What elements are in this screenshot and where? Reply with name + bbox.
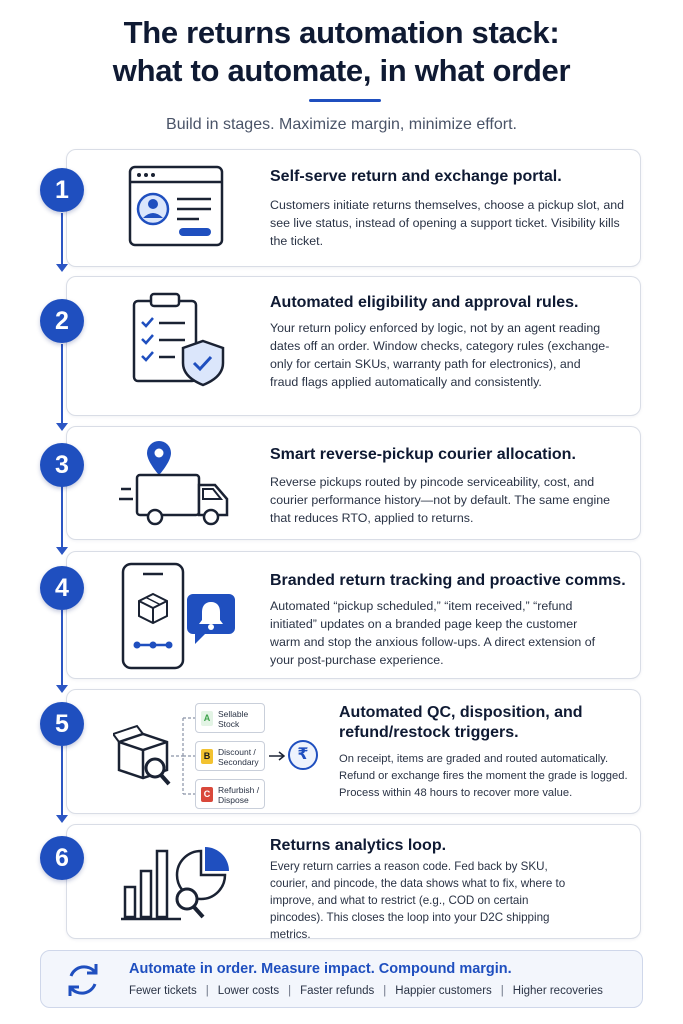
step-number-6: 6 — [40, 836, 84, 880]
step-5-body: On receipt, items are graded and routed automatically. Refund or exchange fires the moment the grade is logged. Process within 48 hours to recover more value. — [339, 753, 628, 799]
step-card-6 — [66, 824, 641, 939]
connector-4-5 — [61, 610, 63, 686]
step-card-4 — [66, 551, 641, 679]
disposition-badge-c: C — [201, 787, 213, 802]
footer-benefits: Fewer tickets | Lower costs | Faster refunds | Happier customers | Higher recoveries — [129, 985, 603, 997]
step-card-1 — [66, 149, 641, 267]
title-line-1: The returns automation stack: — [123, 15, 560, 50]
disposition-sellable — [195, 703, 265, 733]
disposition-a-line1: Sellable — [218, 709, 249, 719]
disposition-discount — [195, 741, 265, 771]
arrow-right-icon — [269, 750, 287, 762]
step-4-title: Branded return tracking and proactive comms. — [270, 572, 626, 589]
step-number-5: 5 — [40, 702, 84, 746]
step-5-title-line2: refund/restock triggers. — [339, 724, 519, 741]
step-5-title — [339, 703, 583, 743]
step-number-2: 2 — [40, 299, 84, 343]
connector-5-6 — [61, 746, 63, 816]
disposition-c-line1: Refurbish / — [218, 785, 260, 795]
step-3-body: Reverse pickups routed by pincode serviceability, cost, and courier performance history—not by default. The same engine that reduces RTO, applied to returns. — [270, 475, 611, 525]
step-1-title: Self-serve return and exchange portal. — [270, 168, 562, 185]
footer-title: Automate in order. Measure impact. Compound margin. — [129, 961, 512, 977]
benefit-item: Higher recoveries — [512, 985, 603, 997]
disposition-refurbish — [195, 779, 265, 809]
step-number-4: 4 — [40, 566, 84, 610]
connector-arrow-5-6 — [56, 815, 68, 823]
step-number-1: 1 — [40, 168, 84, 212]
benefit-item: Fewer tickets — [129, 985, 197, 997]
phone-notification-icon — [119, 560, 239, 672]
step-card-2 — [66, 276, 641, 416]
step-4-body: Automated “pickup scheduled,” “item received,” “refund initiated” updates on a branded page keep the customer warm and stop the anxious follow-ups. A direct extension of your post-purchase experience. — [270, 599, 596, 667]
step-6-title: Returns analytics loop. — [270, 837, 447, 854]
step-number-3: 3 — [40, 443, 84, 487]
analytics-chart-icon — [119, 841, 229, 925]
connector-arrow-4-5 — [56, 685, 68, 693]
benefit-item: Lower costs — [217, 985, 280, 997]
connector-2-3 — [61, 344, 63, 424]
disposition-badge-a: A — [201, 711, 213, 726]
delivery-truck-icon — [119, 437, 231, 529]
disposition-b-line1: Discount / — [218, 747, 256, 757]
clipboard-shield-icon — [129, 289, 229, 389]
step-1-body: Customers initiate returns themselves, choose a pickup slot, and see live status, instead of opening a support ticket. Visibility kills the ticket. — [270, 198, 624, 248]
portal-window-icon — [127, 164, 225, 248]
connector-1-2 — [61, 213, 63, 265]
connector-arrow-3-4 — [56, 547, 68, 555]
footer-summary — [40, 950, 643, 1008]
page-subtitle: Build in stages. Maximize margin, minimize effort. — [166, 116, 517, 133]
step-card-5 — [66, 689, 641, 814]
step-5-title-line1: Automated QC, disposition, and — [339, 704, 583, 721]
refund-rupee-icon: ₹ — [288, 740, 318, 770]
step-3-title: Smart reverse-pickup courier allocation. — [270, 446, 576, 463]
benefit-item: Faster refunds — [300, 985, 375, 997]
connector-3-4 — [61, 486, 63, 548]
title-line-2: what to automate, in what order — [112, 53, 571, 88]
benefit-item: Happier customers — [395, 985, 492, 997]
disposition-badge-b: B — [201, 749, 213, 764]
step-6-body: Every return carries a reason code. Fed back by SKU, courier, and pincode, the data shows what to fix, where to improve, and what to restrict (e.g., COD on certain pincodes). This closes the loop into your D2C shipping metrics. — [270, 860, 566, 941]
box-inspection-icon — [113, 724, 173, 788]
connector-arrow-1-2 — [56, 264, 68, 272]
page-title — [0, 14, 683, 90]
disposition-a-line2: Stock — [218, 719, 240, 729]
step-2-body: Your return policy enforced by logic, not by an agent reading dates off an order. Window checks, category rules (exchange-only for certain SKUs, warranty path for electronics), and fraud flags applied automatically and consistently. — [270, 321, 610, 389]
disposition-c-line2: Dispose — [218, 795, 249, 805]
connector-arrow-2-3 — [56, 423, 68, 431]
title-underline — [309, 99, 381, 102]
cycle-arrows-icon — [63, 960, 103, 1000]
step-2-title: Automated eligibility and approval rules. — [270, 294, 579, 311]
step-card-3 — [66, 426, 641, 540]
disposition-b-line2: Secondary — [218, 757, 259, 767]
